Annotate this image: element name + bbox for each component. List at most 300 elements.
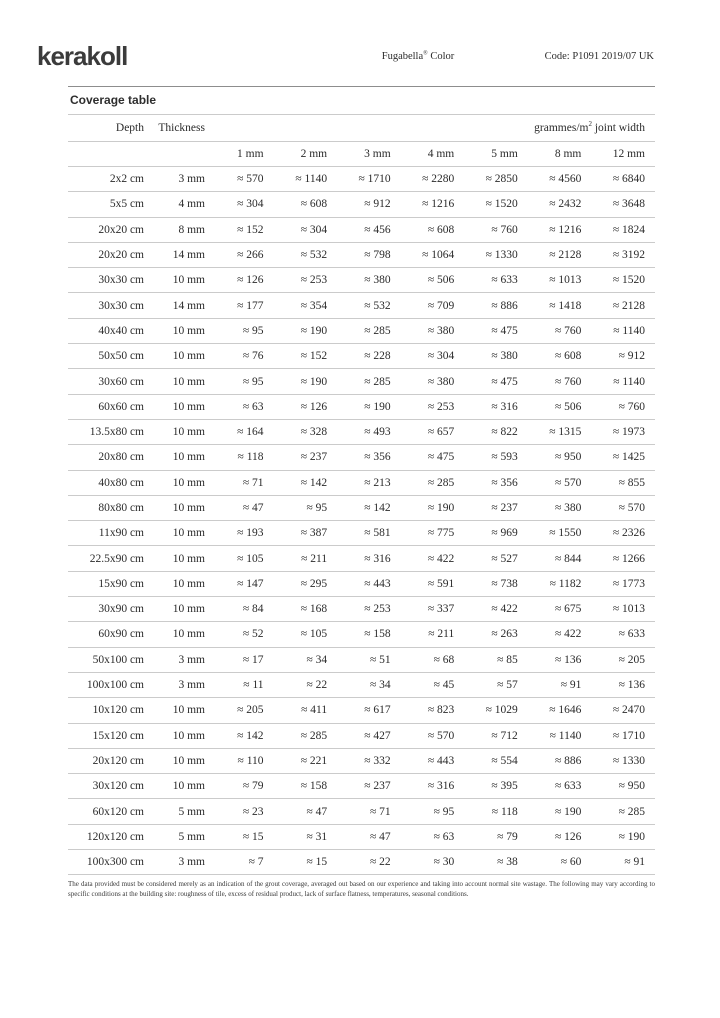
table-row [68,242,655,267]
coverage-value-cell: ≈ 2280 [401,167,465,192]
depth-column-header: Depth [68,115,148,142]
coverage-value-cell: ≈ 633 [528,774,592,799]
coverage-value-cell: ≈ 126 [210,268,274,293]
coverage-value-cell: ≈ 1330 [591,748,655,773]
coverage-value-cell: ≈ 193 [210,521,274,546]
coverage-value-cell: ≈ 1140 [274,167,338,192]
table-row [68,394,655,419]
depth-cell: 80x80 cm [68,495,148,520]
registered-trademark-symbol: ® [423,50,428,57]
coverage-value-cell: ≈ 190 [337,394,401,419]
depth-cell: 2x2 cm [68,167,148,192]
coverage-value-cell: ≈ 380 [337,268,401,293]
coverage-value-cell: ≈ 52 [210,622,274,647]
thickness-cell: 10 mm [148,369,210,394]
coverage-value-cell: ≈ 395 [464,774,528,799]
table-row [68,217,655,242]
coverage-value-cell: ≈ 570 [401,723,465,748]
coverage-value-cell: ≈ 76 [210,344,274,369]
coverage-value-cell: ≈ 1773 [591,571,655,596]
coverage-value-cell: ≈ 105 [210,546,274,571]
thickness-cell: 10 mm [148,394,210,419]
table-row [68,521,655,546]
coverage-value-cell: ≈ 443 [401,748,465,773]
table-row [68,647,655,672]
coverage-value-cell: ≈ 760 [464,217,528,242]
coverage-value-cell: ≈ 45 [401,672,465,697]
coverage-value-cell: ≈ 158 [274,774,338,799]
coverage-value-cell: ≈ 380 [401,369,465,394]
coverage-value-cell: ≈ 85 [464,647,528,672]
coverage-value-cell: ≈ 617 [337,698,401,723]
coverage-value-cell: ≈ 91 [528,672,592,697]
table-row [68,850,655,875]
coverage-value-cell: ≈ 71 [210,470,274,495]
table-row [68,293,655,318]
coverage-value-cell: ≈ 738 [464,571,528,596]
depth-cell: 40x80 cm [68,470,148,495]
coverage-value-cell: ≈ 2128 [528,242,592,267]
coverage-value-cell: ≈ 263 [464,622,528,647]
depth-cell: 120x120 cm [68,824,148,849]
table-row [68,571,655,596]
coverage-value-cell: ≈ 1824 [591,217,655,242]
coverage-value-cell: ≈ 822 [464,419,528,444]
coverage-value-cell: ≈ 168 [274,597,338,622]
thickness-cell: 5 mm [148,824,210,849]
coverage-value-cell: ≈ 22 [337,850,401,875]
coverage-value-cell: ≈ 633 [464,268,528,293]
coverage-value-cell: ≈ 158 [337,622,401,647]
group-header-suffix: joint width [591,122,645,134]
coverage-value-cell: ≈ 2432 [528,192,592,217]
coverage-value-cell: ≈ 760 [528,318,592,343]
spacer-cell [148,142,210,167]
coverage-value-cell: ≈ 237 [337,774,401,799]
thickness-cell: 10 mm [148,597,210,622]
coverage-value-cell: ≈ 1216 [528,217,592,242]
coverage-value-cell: ≈ 237 [274,445,338,470]
coverage-value-cell: ≈ 91 [591,850,655,875]
coverage-value-cell: ≈ 527 [464,546,528,571]
thickness-cell: 10 mm [148,698,210,723]
coverage-value-cell: ≈ 285 [591,799,655,824]
coverage-value-cell: ≈ 591 [401,571,465,596]
coverage-value-cell: ≈ 213 [337,470,401,495]
coverage-value-cell: ≈ 760 [528,369,592,394]
thickness-cell: 5 mm [148,799,210,824]
coverage-value-cell: ≈ 1013 [591,597,655,622]
coverage-value-cell: ≈ 285 [274,723,338,748]
table-row [68,622,655,647]
coverage-value-cell: ≈ 570 [528,470,592,495]
coverage-value-cell: ≈ 950 [528,445,592,470]
coverage-value-cell: ≈ 422 [528,622,592,647]
coverage-value-cell: ≈ 316 [337,546,401,571]
joint-width-column-header: 3 mm [337,142,401,167]
depth-cell: 22.5x90 cm [68,546,148,571]
table-row [68,799,655,824]
thickness-cell: 10 mm [148,419,210,444]
coverage-value-cell: ≈ 1013 [528,268,592,293]
coverage-value-cell: ≈ 427 [337,723,401,748]
table-row [68,597,655,622]
coverage-value-cell: ≈ 15 [210,824,274,849]
section-title: Coverage table [68,86,655,115]
coverage-value-cell: ≈ 1315 [528,419,592,444]
coverage-value-cell: ≈ 221 [274,748,338,773]
coverage-value-cell: ≈ 475 [464,369,528,394]
coverage-value-cell: ≈ 84 [210,597,274,622]
coverage-value-cell: ≈ 190 [591,824,655,849]
coverage-value-cell: ≈ 1425 [591,445,655,470]
coverage-value-cell: ≈ 34 [274,647,338,672]
coverage-value-cell: ≈ 47 [274,799,338,824]
coverage-table [68,115,655,875]
coverage-value-cell: ≈ 608 [401,217,465,242]
coverage-value-cell: ≈ 237 [464,495,528,520]
table-row [68,723,655,748]
coverage-value-cell: ≈ 22 [274,672,338,697]
depth-cell: 60x120 cm [68,799,148,824]
coverage-value-cell: ≈ 164 [210,419,274,444]
coverage-value-cell: ≈ 760 [591,394,655,419]
coverage-value-cell: ≈ 126 [528,824,592,849]
coverage-value-cell: ≈ 1140 [591,318,655,343]
group-header-prefix: grammes/m [534,122,589,134]
table-row [68,470,655,495]
coverage-value-cell: ≈ 823 [401,698,465,723]
depth-cell: 100x100 cm [68,672,148,697]
coverage-value-cell: ≈ 30 [401,850,465,875]
coverage-value-cell: ≈ 1710 [337,167,401,192]
coverage-value-cell: ≈ 110 [210,748,274,773]
coverage-value-cell: ≈ 475 [464,318,528,343]
coverage-value-cell: ≈ 570 [591,495,655,520]
thickness-cell: 10 mm [148,344,210,369]
thickness-cell: 4 mm [148,192,210,217]
coverage-value-cell: ≈ 142 [337,495,401,520]
coverage-value-cell: ≈ 554 [464,748,528,773]
table-row [68,167,655,192]
coverage-value-cell: ≈ 60 [528,850,592,875]
coverage-value-cell: ≈ 855 [591,470,655,495]
depth-cell: 30x120 cm [68,774,148,799]
thickness-cell: 3 mm [148,167,210,192]
coverage-value-cell: ≈ 844 [528,546,592,571]
table-row [68,774,655,799]
coverage-value-cell: ≈ 1710 [591,723,655,748]
coverage-value-cell: ≈ 71 [337,799,401,824]
coverage-value-cell: ≈ 147 [210,571,274,596]
coverage-value-cell: ≈ 47 [210,495,274,520]
thickness-cell: 8 mm [148,217,210,242]
coverage-value-cell: ≈ 136 [528,647,592,672]
coverage-value-cell: ≈ 4560 [528,167,592,192]
coverage-value-cell: ≈ 1182 [528,571,592,596]
thickness-cell: 10 mm [148,495,210,520]
joint-width-group-header [210,115,655,142]
depth-cell: 20x20 cm [68,217,148,242]
thickness-cell: 14 mm [148,293,210,318]
coverage-value-cell: ≈ 253 [337,597,401,622]
coverage-value-cell: ≈ 1330 [464,242,528,267]
coverage-value-cell: ≈ 709 [401,293,465,318]
coverage-value-cell: ≈ 422 [464,597,528,622]
table-row [68,419,655,444]
table-row [68,824,655,849]
coverage-value-cell: ≈ 295 [274,571,338,596]
thickness-cell: 10 mm [148,521,210,546]
thickness-cell: 3 mm [148,850,210,875]
coverage-value-cell: ≈ 1646 [528,698,592,723]
coverage-value-cell: ≈ 332 [337,748,401,773]
coverage-value-cell: ≈ 95 [210,369,274,394]
coverage-value-cell: ≈ 17 [210,647,274,672]
coverage-value-cell: ≈ 95 [274,495,338,520]
coverage-value-cell: ≈ 950 [591,774,655,799]
table-row [68,445,655,470]
coverage-value-cell: ≈ 1140 [591,369,655,394]
depth-cell: 30x90 cm [68,597,148,622]
depth-cell: 15x120 cm [68,723,148,748]
coverage-value-cell: ≈ 912 [591,344,655,369]
coverage-value-cell: ≈ 126 [274,394,338,419]
coverage-value-cell: ≈ 11 [210,672,274,697]
thickness-cell: 10 mm [148,622,210,647]
coverage-value-cell: ≈ 177 [210,293,274,318]
coverage-value-cell: ≈ 3648 [591,192,655,217]
coverage-value-cell: ≈ 63 [210,394,274,419]
table-row [68,344,655,369]
table-row [68,546,655,571]
coverage-section [68,86,655,899]
coverage-value-cell: ≈ 95 [401,799,465,824]
table-row [68,268,655,293]
coverage-value-cell: ≈ 57 [464,672,528,697]
coverage-value-cell: ≈ 422 [401,546,465,571]
coverage-value-cell: ≈ 118 [464,799,528,824]
coverage-value-cell: ≈ 506 [401,268,465,293]
coverage-value-cell: ≈ 633 [591,622,655,647]
coverage-value-cell: ≈ 2326 [591,521,655,546]
joint-width-column-header: 12 mm [591,142,655,167]
coverage-value-cell: ≈ 304 [274,217,338,242]
coverage-value-cell: ≈ 506 [528,394,592,419]
product-name: Fugabella [381,51,424,62]
coverage-value-cell: ≈ 798 [337,242,401,267]
coverage-value-cell: ≈ 1520 [591,268,655,293]
thickness-cell: 3 mm [148,672,210,697]
coverage-value-cell: ≈ 356 [464,470,528,495]
coverage-value-cell: ≈ 190 [274,369,338,394]
coverage-value-cell: ≈ 190 [401,495,465,520]
depth-cell: 5x5 cm [68,192,148,217]
document-code: Code: P1091 2019/07 UK [544,51,654,62]
coverage-value-cell: ≈ 493 [337,419,401,444]
kerakoll-logo: kerakoll [37,41,128,71]
coverage-value-cell: ≈ 15 [274,850,338,875]
coverage-value-cell: ≈ 205 [591,647,655,672]
thickness-cell: 10 mm [148,723,210,748]
coverage-value-cell: ≈ 387 [274,521,338,546]
depth-cell: 50x50 cm [68,344,148,369]
depth-cell: 30x60 cm [68,369,148,394]
coverage-value-cell: ≈ 152 [210,217,274,242]
joint-width-column-header: 2 mm [274,142,338,167]
thickness-cell: 10 mm [148,470,210,495]
coverage-value-cell: ≈ 356 [337,445,401,470]
coverage-table-body [68,167,655,875]
coverage-value-cell: ≈ 380 [401,318,465,343]
table-row [68,192,655,217]
thickness-cell: 10 mm [148,748,210,773]
coverage-value-cell: ≈ 285 [337,369,401,394]
coverage-value-cell: ≈ 23 [210,799,274,824]
coverage-value-cell: ≈ 47 [337,824,401,849]
joint-width-column-header: 5 mm [464,142,528,167]
coverage-value-cell: ≈ 142 [274,470,338,495]
coverage-value-cell: ≈ 2850 [464,167,528,192]
table-row [68,318,655,343]
coverage-value-cell: ≈ 443 [337,571,401,596]
coverage-value-cell: ≈ 51 [337,647,401,672]
table-row [68,495,655,520]
coverage-value-cell: ≈ 912 [337,192,401,217]
coverage-value-cell: ≈ 1520 [464,192,528,217]
coverage-value-cell: ≈ 1140 [528,723,592,748]
coverage-value-cell: ≈ 266 [210,242,274,267]
table-header-row-widths [68,142,655,167]
depth-cell: 50x100 cm [68,647,148,672]
coverage-value-cell: ≈ 205 [210,698,274,723]
coverage-value-cell: ≈ 38 [464,850,528,875]
coverage-value-cell: ≈ 1216 [401,192,465,217]
coverage-value-cell: ≈ 253 [401,394,465,419]
thickness-column-header: Thickness [148,115,210,142]
coverage-value-cell: ≈ 380 [464,344,528,369]
table-row [68,369,655,394]
coverage-value-cell: ≈ 1266 [591,546,655,571]
coverage-value-cell: ≈ 79 [210,774,274,799]
depth-cell: 60x90 cm [68,622,148,647]
coverage-value-cell: ≈ 152 [274,344,338,369]
thickness-cell: 10 mm [148,445,210,470]
depth-cell: 10x120 cm [68,698,148,723]
coverage-value-cell: ≈ 211 [274,546,338,571]
coverage-value-cell: ≈ 675 [528,597,592,622]
coverage-value-cell: ≈ 608 [274,192,338,217]
coverage-value-cell: ≈ 1064 [401,242,465,267]
table-row [68,672,655,697]
coverage-value-cell: ≈ 285 [337,318,401,343]
coverage-value-cell: ≈ 3192 [591,242,655,267]
product-title [318,51,518,62]
joint-width-column-header: 1 mm [210,142,274,167]
coverage-value-cell: ≈ 34 [337,672,401,697]
coverage-value-cell: ≈ 712 [464,723,528,748]
coverage-value-cell: ≈ 190 [274,318,338,343]
coverage-value-cell: ≈ 63 [401,824,465,849]
coverage-value-cell: ≈ 190 [528,799,592,824]
thickness-cell: 10 mm [148,546,210,571]
coverage-value-cell: ≈ 1418 [528,293,592,318]
coverage-value-cell: ≈ 411 [274,698,338,723]
table-header-row-groups [68,115,655,142]
depth-cell: 20x20 cm [68,242,148,267]
coverage-value-cell: ≈ 337 [401,597,465,622]
table-row [68,698,655,723]
coverage-value-cell: ≈ 285 [401,470,465,495]
depth-cell: 13.5x80 cm [68,419,148,444]
coverage-value-cell: ≈ 228 [337,344,401,369]
coverage-value-cell: ≈ 593 [464,445,528,470]
thickness-cell: 14 mm [148,242,210,267]
depth-cell: 20x120 cm [68,748,148,773]
coverage-value-cell: ≈ 105 [274,622,338,647]
depth-cell: 100x300 cm [68,850,148,875]
coverage-value-cell: ≈ 532 [274,242,338,267]
coverage-value-cell: ≈ 6840 [591,167,655,192]
coverage-value-cell: ≈ 31 [274,824,338,849]
thickness-cell: 3 mm [148,647,210,672]
thickness-cell: 10 mm [148,268,210,293]
coverage-value-cell: ≈ 1550 [528,521,592,546]
coverage-value-cell: ≈ 68 [401,647,465,672]
coverage-value-cell: ≈ 95 [210,318,274,343]
coverage-value-cell: ≈ 142 [210,723,274,748]
coverage-value-cell: ≈ 1029 [464,698,528,723]
coverage-value-cell: ≈ 1973 [591,419,655,444]
thickness-cell: 10 mm [148,571,210,596]
footnote-text: The data provided must be considered merely as an indication of the grout coverage, averaged out based on our experience and taking into account normal site wastage. The following may vary according to specific conditions at the building site: roughness of tile, excess of residual product, lack of surface flatness, temperatures, seasonal conditions. [68,880,655,898]
depth-cell: 11x90 cm [68,521,148,546]
group-header-superscript: 2 [588,120,592,129]
coverage-value-cell: ≈ 253 [274,268,338,293]
coverage-value-cell: ≈ 79 [464,824,528,849]
coverage-value-cell: ≈ 608 [528,344,592,369]
thickness-cell: 10 mm [148,774,210,799]
spacer-cell [68,142,148,167]
thickness-cell: 10 mm [148,318,210,343]
coverage-value-cell: ≈ 581 [337,521,401,546]
table-row [68,748,655,773]
coverage-value-cell: ≈ 475 [401,445,465,470]
coverage-value-cell: ≈ 7 [210,850,274,875]
depth-cell: 40x40 cm [68,318,148,343]
coverage-value-cell: ≈ 570 [210,167,274,192]
depth-cell: 60x60 cm [68,394,148,419]
depth-cell: 30x30 cm [68,293,148,318]
coverage-value-cell: ≈ 657 [401,419,465,444]
product-suffix: Color [427,51,455,62]
coverage-value-cell: ≈ 456 [337,217,401,242]
coverage-value-cell: ≈ 969 [464,521,528,546]
coverage-value-cell: ≈ 532 [337,293,401,318]
coverage-value-cell: ≈ 328 [274,419,338,444]
coverage-value-cell: ≈ 886 [464,293,528,318]
coverage-value-cell: ≈ 304 [210,192,274,217]
coverage-value-cell: ≈ 211 [401,622,465,647]
coverage-value-cell: ≈ 118 [210,445,274,470]
depth-cell: 30x30 cm [68,268,148,293]
coverage-value-cell: ≈ 304 [401,344,465,369]
coverage-value-cell: ≈ 2470 [591,698,655,723]
joint-width-column-header: 4 mm [401,142,465,167]
coverage-value-cell: ≈ 886 [528,748,592,773]
depth-cell: 15x90 cm [68,571,148,596]
coverage-value-cell: ≈ 775 [401,521,465,546]
